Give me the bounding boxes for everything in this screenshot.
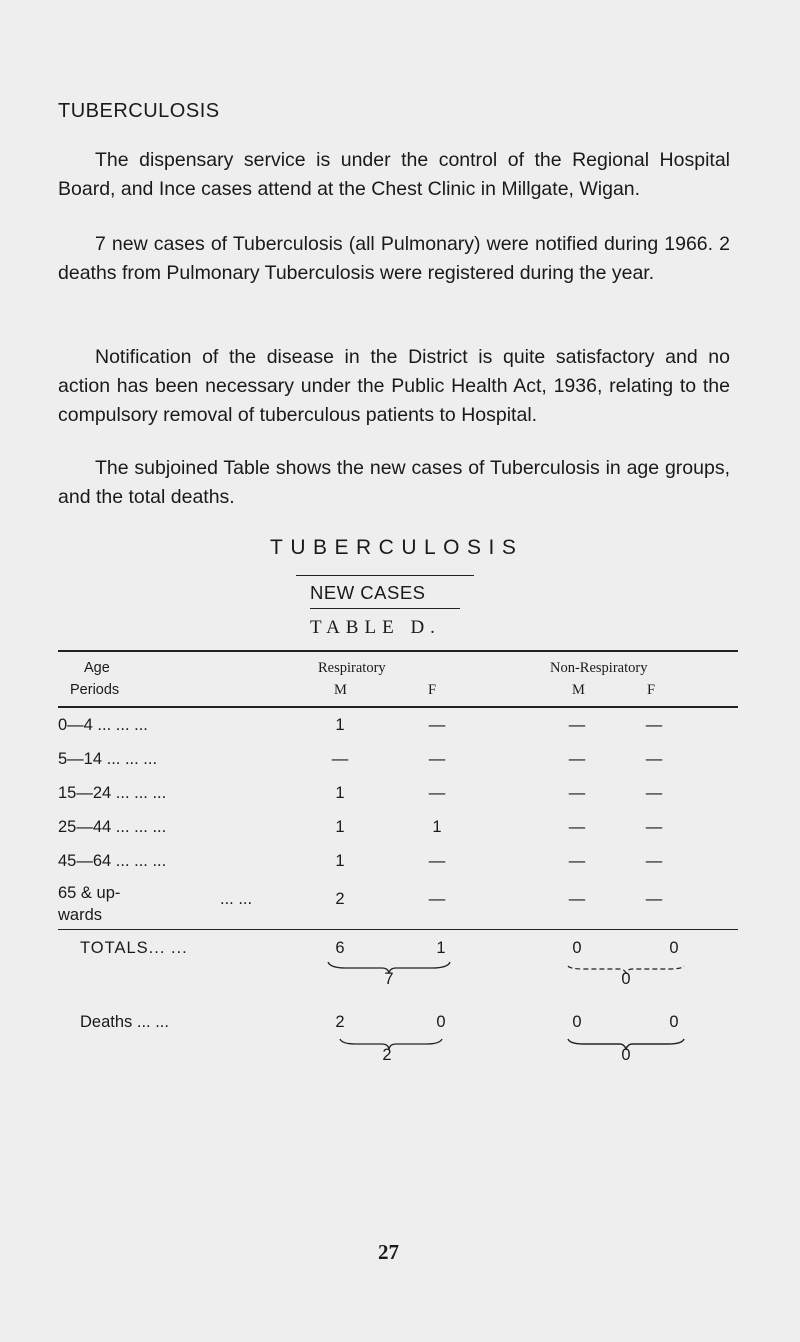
totals-rule [58, 929, 738, 930]
row-label-65-wards: wards [58, 906, 103, 924]
paragraph-dispensary: The dispensary service is under the control of the Regional Hospital Board, and Ince cases attend at the Chest Clinic in Millgate, Wigan. [58, 149, 730, 200]
cell-65-up-resp-f: — [428, 890, 446, 908]
row-label-5-14: 5—14 ... ... ... [58, 750, 158, 768]
cell-0-4-resp-m: 1 [335, 716, 345, 734]
cell-45-64-resp-m: 1 [335, 852, 345, 870]
header-non-f: F [647, 682, 656, 698]
cell-45-64-resp-f: — [428, 852, 446, 870]
cell-15-24-resp-m: 1 [335, 784, 345, 802]
table-label: TABLE D. [310, 617, 441, 638]
row-label-65-up: 65 & up- [58, 884, 121, 902]
header-rule [58, 706, 738, 708]
row-label-45-64: 45—64 ... ... ... [58, 852, 167, 870]
cell-45-64-non-f: — [645, 852, 663, 870]
totals-non-sum: 0 [621, 970, 631, 988]
cell-65-up-non-f: — [645, 890, 663, 908]
totals-resp-sum: 7 [384, 970, 394, 988]
cell-5-14-resp-f: — [428, 750, 446, 768]
cell-25-44-resp-f: 1 [432, 818, 442, 836]
section-heading: TUBERCULOSIS [58, 100, 220, 122]
deaths-resp-sum: 2 [382, 1046, 392, 1064]
cell-0-4-non-m: — [568, 716, 586, 734]
header-non-m: M [572, 682, 585, 698]
totals-resp-f: 1 [436, 939, 446, 957]
cell-65-up-resp-m: 2 [335, 890, 345, 908]
header-resp-m: M [334, 682, 347, 698]
cell-15-24-resp-f: — [428, 784, 446, 802]
header-resp-f: F [428, 682, 437, 698]
cell-45-64-non-m: — [568, 852, 586, 870]
paragraph-notification: Notification of the disease in the District is quite satisfactory and no action has been necessary under the Public Health Act, 1936, relating to the compulsory removal of tuberculous patients to Hospital. [58, 346, 730, 426]
cell-0-4-non-f: — [645, 716, 663, 734]
deaths-resp-f: 0 [436, 1013, 446, 1031]
header-respiratory: Respiratory [318, 660, 386, 676]
header-age: Age [84, 660, 110, 676]
totals-label: TOTALS... ... [80, 939, 188, 957]
totals-non-m: 0 [572, 939, 582, 957]
row-label-25-44: 25—44 ... ... ... [58, 818, 167, 836]
header-periods: Periods [70, 682, 120, 698]
deaths-non-f: 0 [669, 1013, 679, 1031]
row-label-0-4: 0—4 ... ... ... [58, 716, 148, 734]
header-non-respiratory: Non-Respiratory [550, 660, 648, 676]
deaths-label: Deaths ... ... [80, 1013, 169, 1031]
paragraph-subjoined-table: The subjoined Table shows the new cases of Tuberculosis in age groups, and the total deaths. [58, 457, 730, 508]
cell-5-14-non-m: — [568, 750, 586, 768]
table-subtitle: NEW CASES [310, 582, 426, 603]
totals-non-f: 0 [669, 939, 679, 957]
cell-25-44-resp-m: 1 [335, 818, 345, 836]
table-top-rule [58, 650, 738, 652]
paragraph-new-cases: 7 new cases of Tuberculosis (all Pulmonary) were notified during 1966. 2 deaths from Pulmonary Tuberculosis were registered during the year. [58, 233, 730, 284]
deaths-non-m: 0 [572, 1013, 582, 1031]
cell-25-44-non-f: — [645, 818, 663, 836]
subtitle-underline [310, 608, 460, 609]
cell-15-24-non-f: — [645, 784, 663, 802]
cell-65-up-non-m: — [568, 890, 586, 908]
cell-15-24-non-m: — [568, 784, 586, 802]
row-label-65-dots: ... ... [220, 890, 253, 908]
cell-5-14-resp-m: — [331, 750, 349, 768]
deaths-non-sum: 0 [621, 1046, 631, 1064]
totals-resp-m: 6 [335, 939, 345, 957]
cell-25-44-non-m: — [568, 818, 586, 836]
deaths-resp-m: 2 [335, 1013, 345, 1031]
cell-0-4-resp-f: — [428, 716, 446, 734]
title-underline [296, 575, 474, 576]
row-label-15-24: 15—24 ... ... ... [58, 784, 167, 802]
cell-5-14-non-f: — [645, 750, 663, 768]
page-number: 27 [378, 1240, 399, 1264]
table-title: TUBERCULOSIS [270, 536, 524, 559]
